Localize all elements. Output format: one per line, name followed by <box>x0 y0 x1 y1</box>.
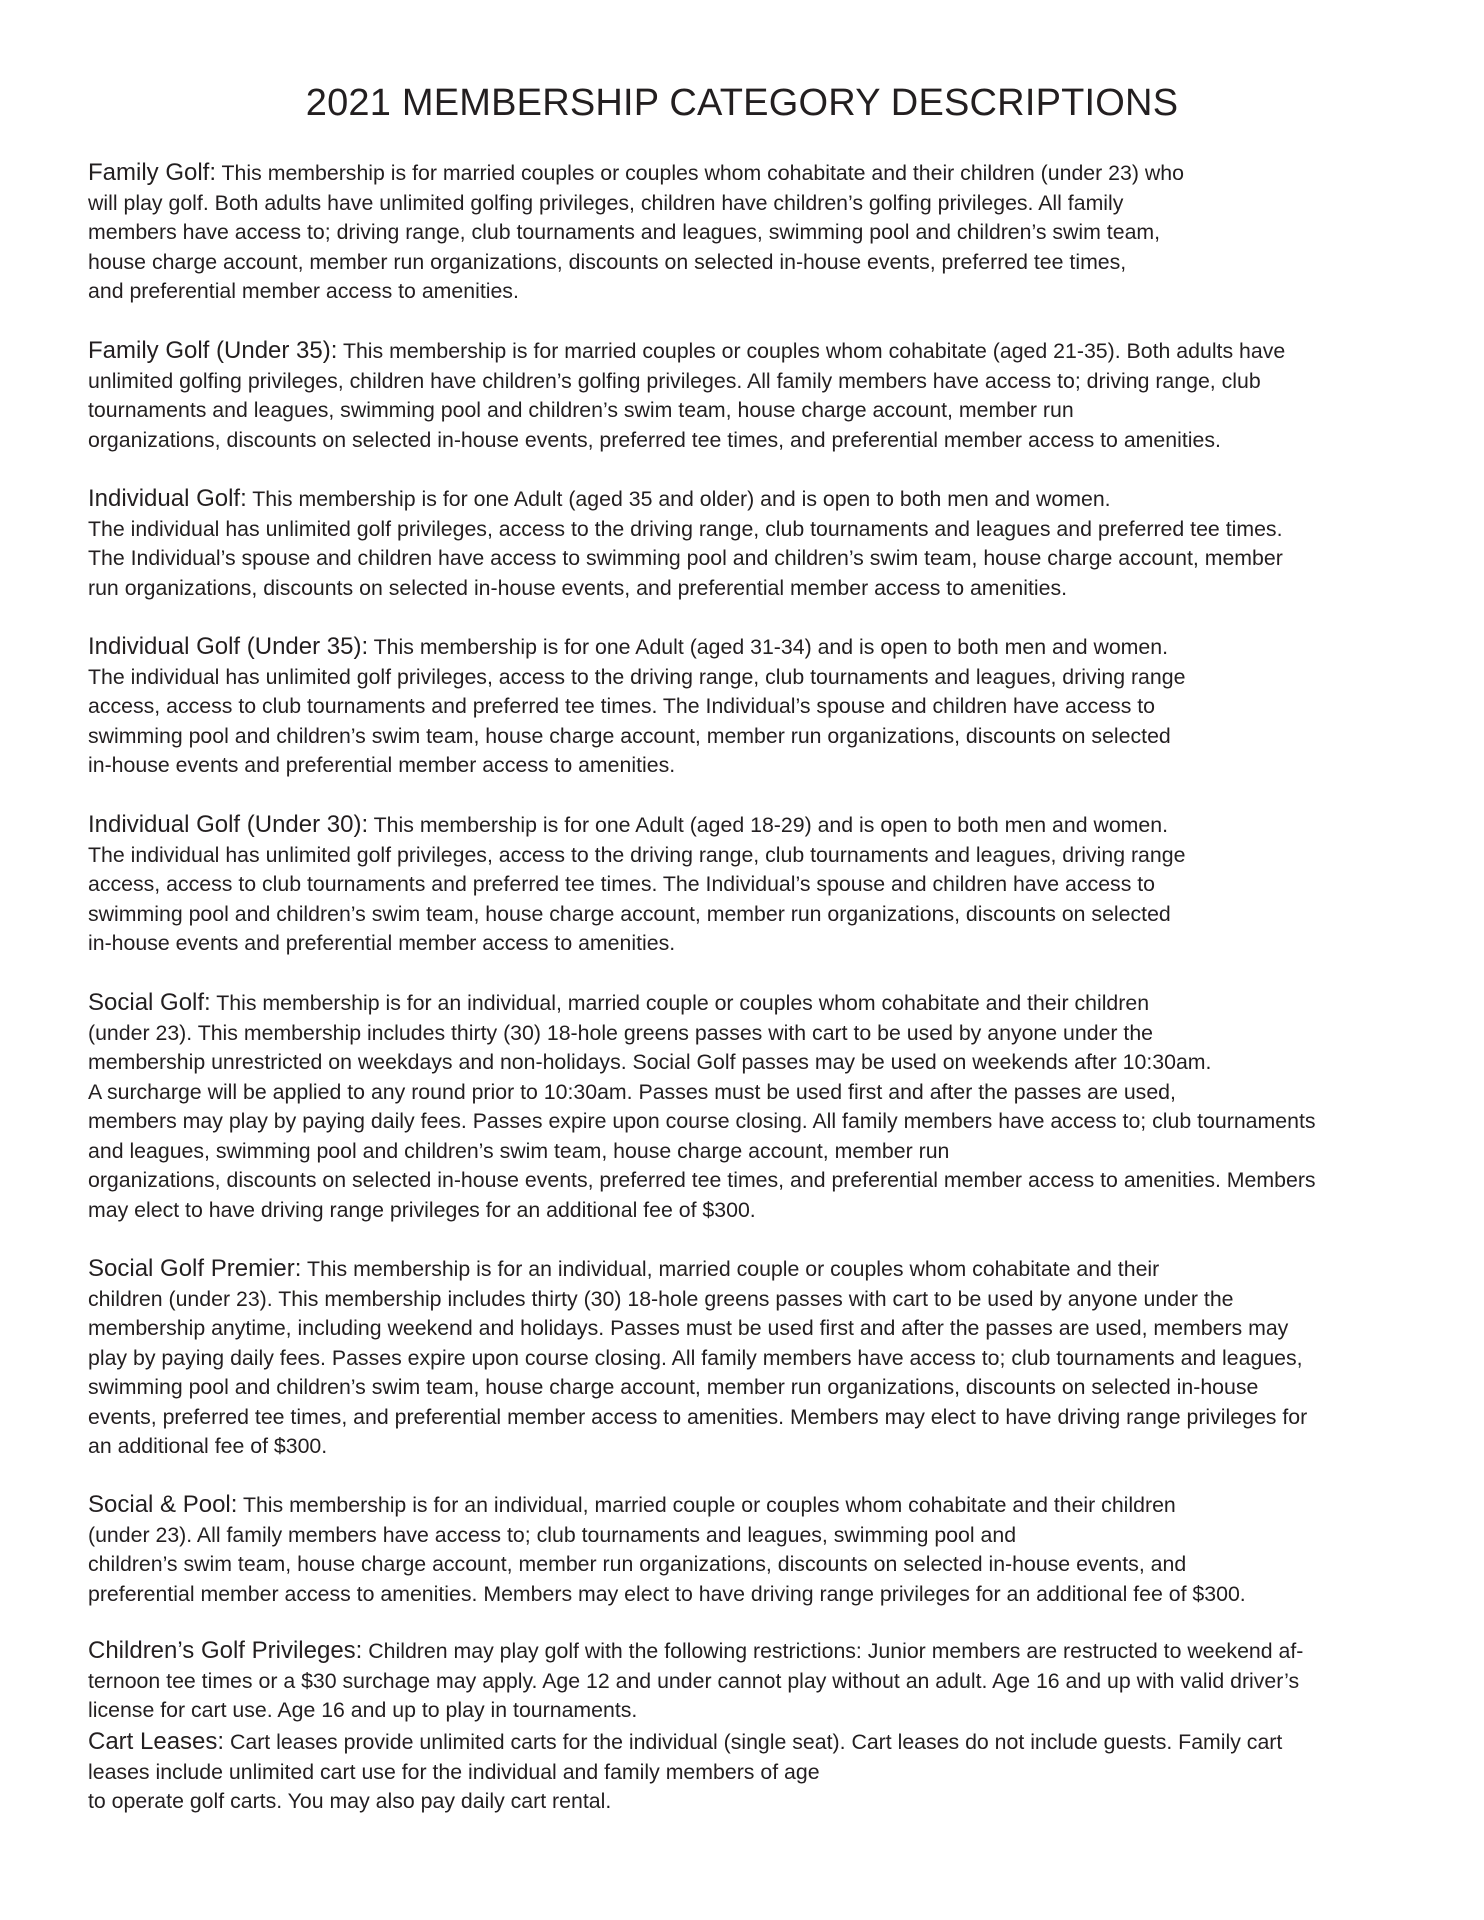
section-line: access, access to club tournaments and preferred tee times. The Individual’s spouse and children have access to <box>88 694 1156 718</box>
section-first-line <box>88 336 1285 367</box>
section-social-golf-premier <box>88 1254 1307 1462</box>
section-line: in-house events and preferential member access to amenities. <box>88 931 676 955</box>
section-heading: Individual Golf: <box>88 485 247 512</box>
section-line: to operate golf carts. You may also pay daily cart rental. <box>88 1789 612 1813</box>
section-first-line <box>88 158 1184 189</box>
section-text: This membership is for one Adult (aged 31-34) and is open to both men and women. <box>368 635 1169 659</box>
section-line: license for cart use. Age 16 and up to play in tournaments. <box>88 1698 638 1722</box>
section-line: (under 23). All family members have access to; club tournaments and leagues, swimming pool and <box>88 1522 1017 1547</box>
section-line: children’s swim team, house charge account, member run organizations, discounts on selected in-house events, and <box>88 1552 1187 1576</box>
section-text: This membership is for an individual, married couple or couples whom cohabitate and their children <box>237 1493 1176 1517</box>
section-heading: Cart Leases: <box>88 1728 225 1755</box>
section-line: and preferential member access to amenities. <box>88 279 519 303</box>
section-heading: Family Golf: <box>88 159 217 186</box>
section-individual-golf-under-30 <box>88 810 1185 959</box>
section-heading: Social Golf: <box>88 989 211 1016</box>
section-social-and-pool <box>88 1490 1246 1609</box>
section-heading: Social Golf Premier: <box>88 1255 302 1282</box>
section-line: leases include unlimited cart use for the individual and family members of age <box>88 1759 820 1784</box>
section-line: swimming pool and children’s swim team, house charge account, member run organizations, discounts on selected <box>88 723 1171 748</box>
section-line: run organizations, discounts on selected in-house events, and preferential member access to amenities. <box>88 575 1068 600</box>
section-cart-leases <box>88 1727 1282 1817</box>
section-childrens-golf-privileges <box>88 1636 1303 1726</box>
section-line: (under 23). This membership includes thirty (30) 18-hole greens passes with cart to be used by anyone under the <box>88 1020 1154 1045</box>
section-social-golf <box>88 988 1316 1225</box>
section-line: access, access to club tournaments and preferred tee times. The Individual’s spouse and children have access to <box>88 872 1156 896</box>
section-family-golf-under-35 <box>88 336 1285 455</box>
section-line: in-house events and preferential member access to amenities. <box>88 753 676 777</box>
section-line: organizations, discounts on selected in-house events, preferred tee times, and preferential member access to amenities. <box>88 427 1221 452</box>
section-first-line <box>88 1636 1303 1667</box>
section-heading: Individual Golf (Under 30): <box>88 811 369 838</box>
section-line: The individual has unlimited golf privileges, access to the driving range, club tournaments and leagues, driving range <box>88 664 1186 689</box>
section-line: membership anytime, including weekend and holidays. Passes must be used first and after the passes are used, members may <box>88 1316 1289 1340</box>
section-line: A surcharge will be applied to any round prior to 10:30am. Passes must be used first and after the passes are used, <box>88 1079 1176 1104</box>
section-individual-golf <box>88 484 1283 603</box>
section-line: The individual has unlimited golf privileges, access to the driving range, club tournaments and leagues and preferred tee times. <box>88 516 1283 541</box>
section-line: will play golf. Both adults have unlimited golfing privileges, children have children’s golfing privileges. All family <box>88 190 1124 215</box>
section-line: ternoon tee times or a $30 surchage may apply. Age 12 and under cannot play without an adult. Age 16 and up with valid driver’s <box>88 1668 1300 1693</box>
section-line: membership unrestricted on weekdays and non-holidays. Social Golf passes may be used on weekends after 10:30am. <box>88 1050 1212 1074</box>
section-line: swimming pool and children’s swim team, house charge account, member run organizations, discounts on selected <box>88 901 1171 926</box>
section-text: This membership is for an individual, married couple or couples whom cohabitate and their <box>301 1257 1160 1281</box>
section-heading: Family Golf (Under 35): <box>88 337 338 364</box>
section-line: an additional fee of $300. <box>88 1434 328 1458</box>
section-first-line <box>88 810 1185 841</box>
section-text: This membership is for one Adult (aged 35 and older) and is open to both men and women. <box>246 487 1111 511</box>
section-text: This membership is for married couples or couples whom cohabitate and their children (under 23) who <box>216 161 1184 185</box>
section-heading: Social & Pool: <box>88 1491 238 1518</box>
section-first-line <box>88 1727 1282 1758</box>
section-line: events, preferred tee times, and preferential member access to amenities. Members may elect to have driving range privileges for <box>88 1404 1308 1429</box>
section-text: Cart leases provide unlimited carts for the individual (single seat). Cart leases do not include guests. Family cart <box>224 1730 1283 1754</box>
section-text: This membership is for an individual, married couple or couples whom cohabitate and their children <box>210 991 1150 1015</box>
section-first-line <box>88 1254 1307 1285</box>
section-heading: Individual Golf (Under 35): <box>88 633 369 660</box>
section-line: house charge account, member run organizations, discounts on selected in-house events, preferred tee times, <box>88 249 1127 274</box>
section-text: Children may play golf with the following restrictions: Junior members are restructed to weekend af- <box>362 1639 1304 1663</box>
section-line: The individual has unlimited golf privileges, access to the driving range, club tournaments and leagues, driving range <box>88 842 1186 867</box>
section-line: children (under 23). This membership includes thirty (30) 18-hole greens passes with cart to be used by anyone under the <box>88 1286 1234 1311</box>
section-first-line <box>88 484 1283 515</box>
section-line: play by paying daily fees. Passes expire upon course closing. All family members have access to; club tournaments and leagues, <box>88 1345 1303 1370</box>
section-line: may elect to have driving range privileges for an additional fee of $300. <box>88 1197 756 1222</box>
section-individual-golf-under-35 <box>88 632 1185 781</box>
section-line: tournaments and leagues, swimming pool and children’s swim team, house charge account, member run <box>88 398 1074 422</box>
section-line: preferential member access to amenities. Members may elect to have driving range privileges for an additional fee of $300. <box>88 1581 1246 1606</box>
section-heading: Children’s Golf Privileges: <box>88 1637 363 1664</box>
section-first-line <box>88 1490 1246 1521</box>
section-line: members have access to; driving range, club tournaments and leagues, swimming pool and children’s swim team, <box>88 220 1161 244</box>
section-first-line <box>88 988 1316 1019</box>
section-text: This membership is for married couples or couples whom cohabitate (aged 21-35). Both adults have <box>337 339 1286 363</box>
section-line: organizations, discounts on selected in-house events, preferred tee times, and preferential member access to amenities. Members <box>88 1168 1316 1192</box>
section-text: This membership is for one Adult (aged 18-29) and is open to both men and women. <box>368 813 1169 837</box>
section-line: members may play by paying daily fees. Passes expire upon course closing. All family members have access to; club tournaments <box>88 1109 1316 1133</box>
section-line: and leagues, swimming pool and children’s swim team, house charge account, member run <box>88 1138 950 1163</box>
section-family-golf <box>88 158 1184 307</box>
section-line: swimming pool and children’s swim team, house charge account, member run organizations, discounts on selected in-house <box>88 1375 1259 1399</box>
section-line: The Individual’s spouse and children have access to swimming pool and children’s swim team, house charge account, member <box>88 546 1283 570</box>
section-line: unlimited golfing privileges, children have children’s golfing privileges. All family members have access to; driving range, club <box>88 368 1261 393</box>
page-title: 2021 MEMBERSHIP CATEGORY DESCRIPTIONS <box>305 82 1179 124</box>
section-first-line <box>88 632 1185 663</box>
